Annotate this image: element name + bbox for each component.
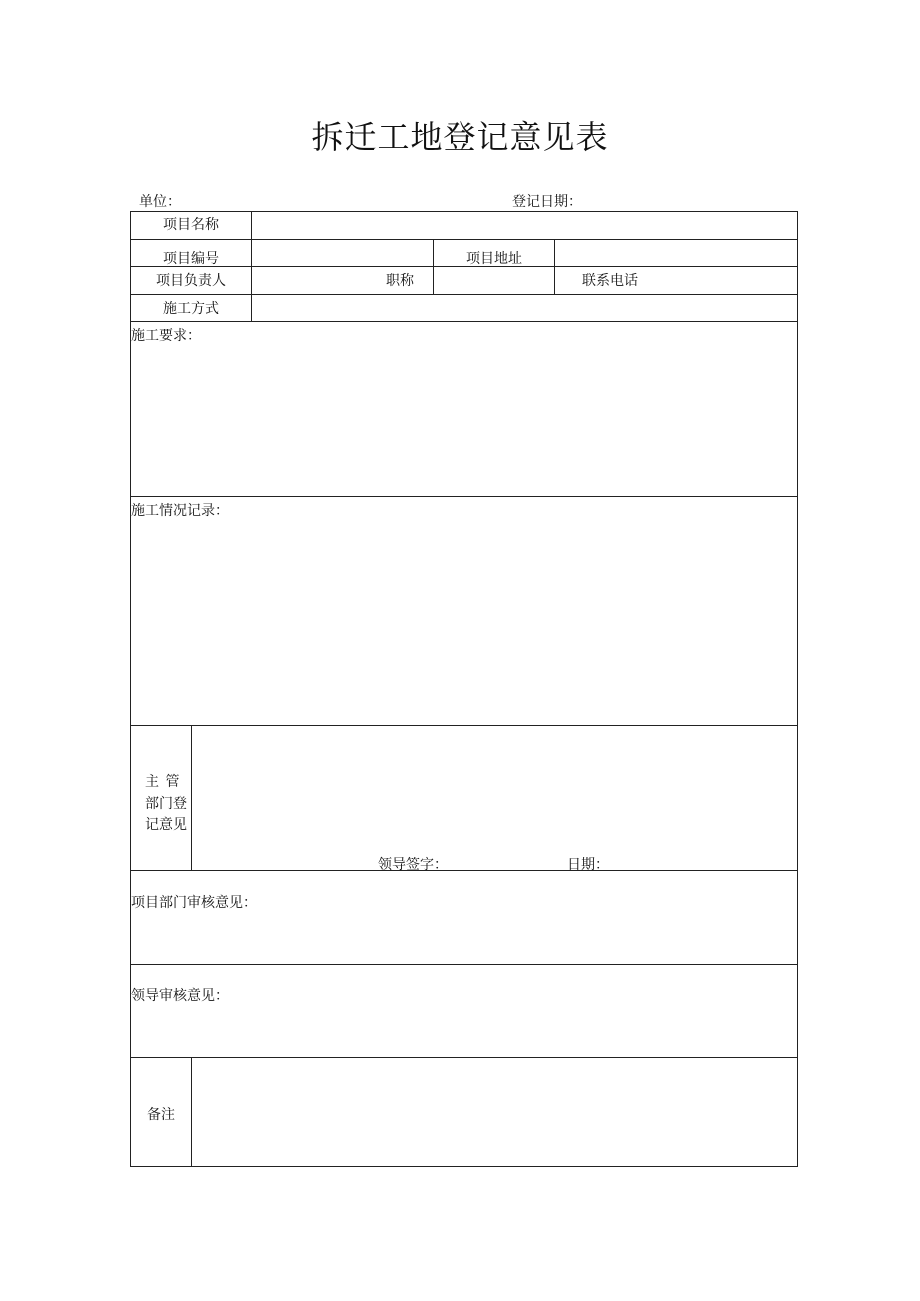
project-dept-review-label: 项目部门审核意见：: [131, 895, 257, 911]
project-dept-review-field[interactable]: [131, 912, 797, 963]
project-address-label: 项目地址: [466, 251, 522, 267]
contact-phone-label: 联系电话: [582, 273, 638, 289]
unit-label: 单位：: [139, 194, 181, 210]
project-no-label: 项目编号: [163, 251, 219, 267]
dept-opinion-label-line1: 主 管: [145, 774, 181, 790]
remarks-field[interactable]: [193, 1058, 797, 1166]
project-name-label: 项目名称: [163, 217, 219, 233]
project-no-field[interactable]: [253, 240, 432, 266]
construction-method-label: 施工方式: [163, 301, 219, 317]
signature-date-label: 日期：: [567, 857, 609, 873]
column-divider: [554, 239, 555, 294]
leader-review-field[interactable]: [131, 1005, 797, 1056]
project-leader-label: 项目负责人: [156, 273, 226, 289]
requirements-label: 施工要求：: [131, 328, 201, 344]
record-label: 施工情况记录：: [131, 503, 229, 519]
column-divider: [191, 1057, 192, 1167]
dept-opinion-field[interactable]: [193, 726, 797, 846]
register-date-label: 登记日期：: [512, 194, 582, 210]
leader-signature-label: 领导签字：: [378, 857, 448, 873]
row-divider: [130, 870, 798, 871]
leader-review-label: 领导审核意见：: [131, 988, 229, 1004]
project-address-field[interactable]: [556, 240, 797, 266]
dept-opinion-label-line3: 记意见: [145, 817, 187, 833]
dept-opinion-label-line2: 部门登: [145, 796, 187, 812]
project-name-field[interactable]: [253, 211, 797, 238]
record-field[interactable]: [131, 520, 797, 724]
column-divider: [251, 211, 252, 321]
requirements-field[interactable]: [131, 345, 797, 495]
job-title-field[interactable]: [434, 267, 553, 294]
remarks-label: 备注: [147, 1107, 175, 1123]
row-divider: [130, 496, 798, 497]
form-title: 拆迁工地登记意见表: [311, 118, 609, 156]
row-divider: [130, 964, 798, 965]
column-divider: [191, 725, 192, 870]
job-title-label: 职称: [386, 273, 414, 289]
row-divider: [130, 321, 798, 322]
construction-method-field[interactable]: [253, 295, 797, 321]
